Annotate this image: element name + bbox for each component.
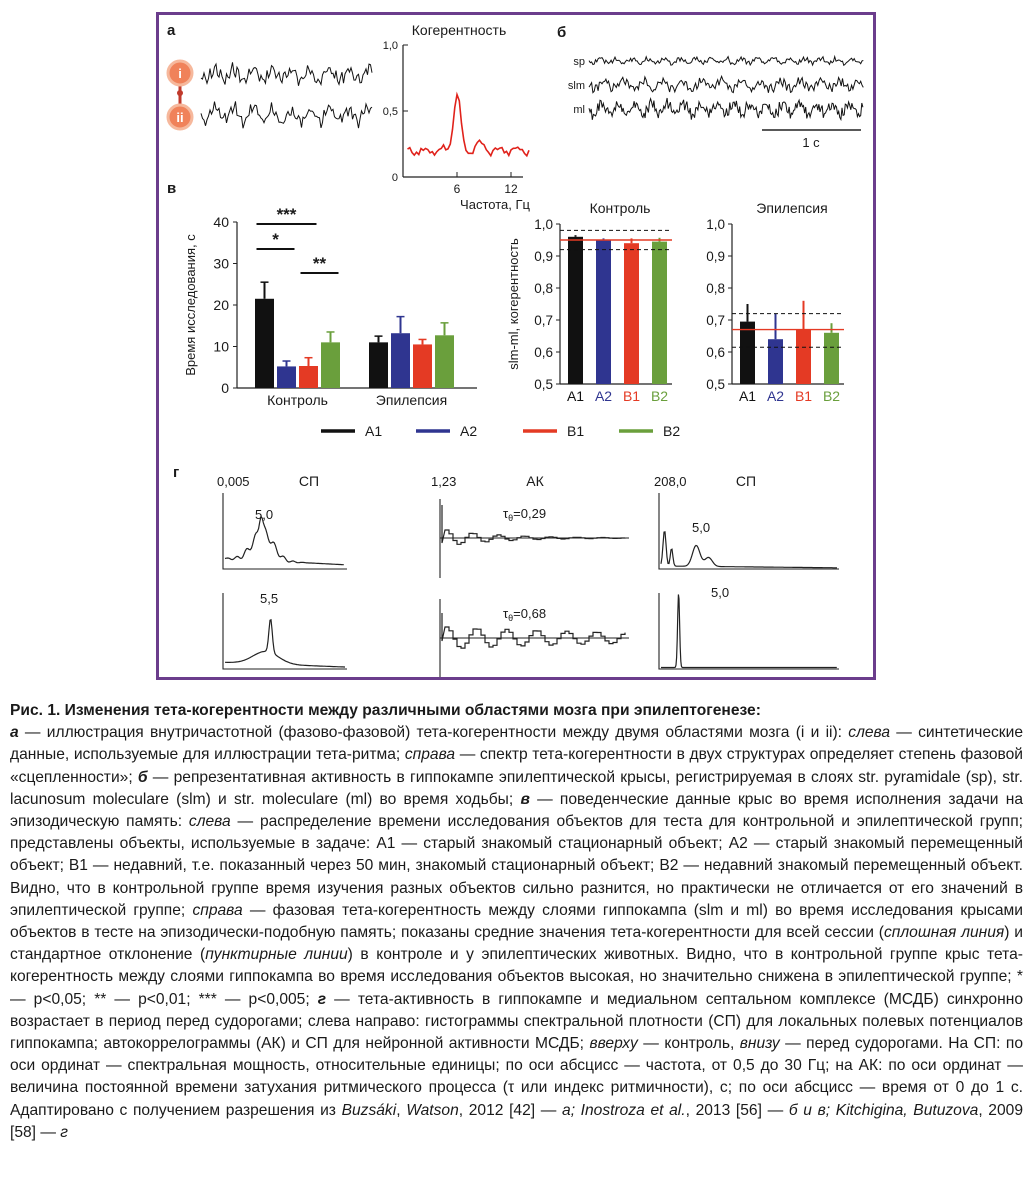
coh-bar-b2 — [652, 242, 667, 384]
region-ii-label: ii — [176, 110, 184, 125]
scale-sp-2: 208,0 — [654, 474, 687, 489]
coh-category-label: A2 — [766, 388, 785, 404]
sp1-bottom-curve — [225, 620, 345, 667]
lfp-trace-sp — [589, 57, 863, 66]
sp1-bottom-axes — [223, 593, 347, 669]
sp2-bottom-curve — [661, 595, 837, 668]
panel-letter-g: г — [173, 464, 180, 481]
coh-ytick-label: 0,5 — [534, 377, 553, 392]
coherence-title: Когерентность — [411, 22, 507, 38]
header-ak: АК — [526, 473, 544, 489]
coh-bar-a1 — [740, 322, 755, 384]
coherence-control-chart — [506, 200, 672, 404]
scale-sp-1: 0,005 — [217, 474, 250, 489]
coh-ytick-label: 0,7 — [534, 313, 553, 328]
sp1-bottom-peak: 5,5 — [260, 591, 279, 606]
coherence-epilepsy-chart — [706, 200, 844, 404]
time-group-label: Контроль — [267, 392, 328, 408]
legend-label-b2: B2 — [663, 423, 681, 439]
panel-letter-a: а — [167, 22, 176, 39]
coh-ytick-label: 0,9 — [534, 249, 553, 264]
sp2-top-curve — [661, 532, 837, 568]
coh-bar-a2 — [768, 339, 783, 384]
bar-a2-1 — [391, 333, 410, 388]
coh-ytick-label: 1,0 — [534, 217, 553, 232]
coherence-ytick-05: 0,5 — [382, 106, 398, 118]
coh-category-label: A2 — [594, 388, 613, 404]
bar-a2-0 — [277, 366, 296, 388]
coherence-xtick-6: 6 — [453, 182, 461, 196]
coh-ytick-label: 0,5 — [706, 377, 725, 392]
region-diagram — [168, 61, 192, 129]
significance-stars: * — [272, 230, 279, 249]
bar-b2-0 — [321, 342, 340, 388]
coh-category-label: B1 — [794, 388, 813, 404]
region-i-label: i — [178, 66, 182, 81]
coherence-trace — [408, 95, 530, 156]
sp2-bottom-axes — [659, 593, 839, 669]
bar-a1-1 — [369, 342, 388, 388]
coh-category-label: B2 — [650, 388, 669, 404]
legend-label-a1: A1 — [365, 423, 383, 439]
legend-label-a2: A2 — [460, 423, 478, 439]
bar-b1-0 — [299, 366, 318, 388]
time-ytick-label: 40 — [213, 214, 229, 230]
time-ytick-label: 20 — [213, 297, 229, 313]
coherence-xtick-12: 12 — [504, 182, 518, 196]
coh-ytick-label: 1,0 — [706, 217, 725, 232]
header-sp-2: СП — [735, 473, 757, 489]
synthetic-signal-i — [201, 62, 372, 86]
coh-ylabel: slm-ml, когерентность — [506, 238, 521, 370]
coh-category-label: A1 — [566, 388, 585, 404]
layer-label-ml: ml — [573, 104, 585, 116]
ak-bottom-tau: $\tau_\theta=0,68$ — [503, 606, 547, 623]
time-ytick-label: 30 — [213, 255, 229, 272]
coherence-ytick-1: 1,0 — [382, 40, 398, 52]
ak-top-tau: $\tau_\theta=0,29$ — [503, 506, 547, 523]
bar-b1-1 — [413, 344, 432, 388]
coh-ytick-label: 0,7 — [706, 313, 725, 328]
coh-bar-b1 — [624, 243, 639, 384]
time-ylabel: Время исследования, с — [183, 234, 198, 376]
layer-label-sp: sp — [573, 56, 585, 68]
coh-category-label: B2 — [822, 388, 841, 404]
sp2-bottom-peak: 5,0 — [711, 585, 730, 600]
coh-ytick-label: 0,6 — [706, 345, 725, 360]
coh-category-label: B1 — [622, 388, 641, 404]
time-ytick-label: 10 — [213, 338, 229, 355]
layer-label-slm: slm — [567, 80, 585, 92]
coh-ytick-label: 0,6 — [534, 345, 553, 360]
panel-letter-b: б — [557, 24, 567, 41]
sp2-top-axes — [659, 493, 839, 569]
coherence-spectrum-chart — [383, 22, 531, 212]
coh-bar-b2 — [824, 333, 839, 384]
region-link-node — [177, 90, 183, 96]
time-ytick-label: 0 — [221, 380, 229, 396]
coh-bar-b1 — [796, 330, 811, 384]
coh-category-label: A1 — [738, 388, 757, 404]
coh-ytick-label: 0,8 — [706, 281, 725, 296]
legend-label-b1: B1 — [567, 423, 585, 439]
lfp-trace-ml — [589, 98, 863, 120]
synthetic-signal-ii — [201, 101, 372, 128]
figure-caption — [10, 700, 1023, 1144]
coh-ytick-label: 0,9 — [706, 249, 725, 264]
significance-stars: *** — [276, 205, 297, 224]
caption-body: а — иллюстрация внутричастотной (фазово-фазовой) тета-когерентности между двумя областями мозга (i и ii): слева — синтетические данные, используемые для иллюстрации тета-ритма; справа — спектр тета-когерентности в двух структурах определяет степень фазовой «сцепленности»; б — репрезентативная активность в гиппокампе эпилептической крысы, регистрируемая в слоях str. pyramidale (sp), str. lacunosum moleculare (slm) и str. moleculare (ml) во время ходьбы; в — поведенческие данные крыс во время исполнения задачи на эпизодическую память: слева — распределение времени исследования объектов для теста для контрольной и эпилептической групп; представлены объекты, используемые в задаче: А1 — старый знакомый стационарный объект; А2 — старый знакомый перемещенный объект; В1 — недавний, т.е. показанный через 50 мин, знакомый стационарный объект; В2 — недавний знакомый перемещенный объект. Видно, что в контрольной группе время изучения разных объектов сильно разнится, но практически не отличается от его значений в эпилептической группе; справа — фазовая тета-когерентность между слоями гиппокампа (slm и ml) во время исследования крысами объектов в тесте на эпизодически-подобную память; показаны средние значения тета-когерентности для всей сессии (сплошная линия) и стандартное отклонение (пунктирные линии) в контроле и у эпилептических животных. Видно, что в контрольной группе крыс тета-когерентность между слоями гиппокампа во время исследования объектов высокая, но значительно снижена в эпилептической группе; * — p<0,05; ** — p<0,01; *** — p<0,005; г — тета-активность в гиппокампе и медиальном септальном комплексе (МСДБ) синхронно возрастает в период перед судорогами; слева направо: гистограммы спектральной плотности (СП) для локальных полевых потенциалов гиппокампа; автокоррелограммы (АК) и СП для нейронной активности МСДБ; вверху — контроль, внизу — перед судорогами. На СП: по оси ординат — спектральная мощность, относительные единицы; по оси абсцисс — частота, от 0,5 до 30 Гц; на АК: по оси ординат — величина постоянной времени затухания ритмического процесса (τ или индекс ритмичности), с; по оси абсцисс — время от 0 до 1 с. Адаптировано с получением разрешения из Buzsáki, Watson, 2012 [42] — а; Inostroza et al., 2013 [56] — б и в; Kitchigina, Butuzova, 2009 [58] — г — [10, 724, 1024, 1141]
panel-letter-v: в — [167, 180, 177, 197]
coh-chart-title: Эпилепсия — [756, 200, 828, 216]
chart-legend — [321, 423, 680, 439]
sp2-top-peak: 5,0 — [692, 520, 711, 535]
bar-a1-0 — [255, 299, 274, 388]
coh-bar-a1 — [568, 237, 583, 384]
significance-stars: ** — [312, 254, 327, 273]
sp1-top-peak: 5,0 — [255, 507, 274, 522]
scale-ak: 1,23 — [431, 474, 457, 489]
time-group-label: Эпилепсия — [375, 392, 448, 408]
sp1-top-curve — [225, 517, 344, 565]
bar-b2-1 — [435, 335, 454, 388]
time-scale-label: 1 с — [802, 135, 820, 150]
caption-title: Рис. 1. Изменения тета-когерентности между различными областями мозга при эпилептогенезе: — [10, 702, 761, 719]
coh-ytick-label: 0,8 — [534, 281, 553, 296]
figure-frame — [156, 12, 876, 680]
header-sp-1: СП — [298, 473, 320, 489]
exploration-time-chart — [183, 205, 477, 408]
coh-chart-title: Контроль — [589, 200, 651, 216]
coherence-xlabel: Частота, Гц — [460, 197, 530, 212]
coherence-ytick-0: 0 — [391, 172, 398, 184]
coh-bar-a2 — [596, 240, 611, 384]
lfp-trace-slm — [589, 76, 863, 93]
figure-canvas — [159, 15, 873, 677]
